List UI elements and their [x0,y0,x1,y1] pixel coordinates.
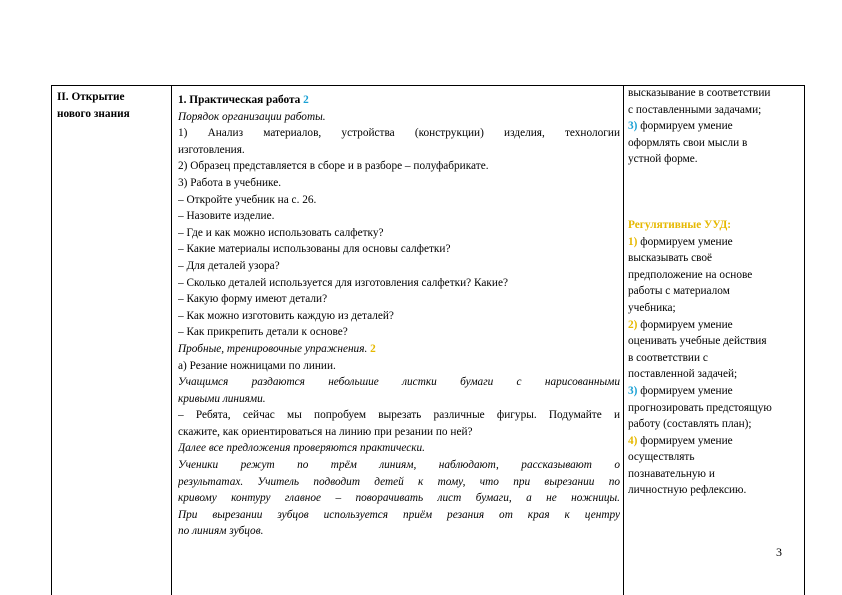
content-line: – Где и как можно использовать салфетку? [178,226,384,239]
content-line: 2) Образец представляется в сборе и в разборе – полуфабрикате. [178,160,489,173]
table-right-border [804,85,805,595]
content-line: изготовления. [178,143,245,156]
stage-cell [57,89,169,123]
stage-line-2: нового знания [57,108,130,120]
item-number: 1) [628,235,638,248]
exercises-title: Пробные, тренировочные упражнения. [178,342,368,355]
italic-line: кривому контуру главное – поворачивать лист бумаги, а не ножницы. [178,492,620,505]
uud-line: оценивать учебные действия [628,335,767,348]
italic-line: кривыми линиями. [178,392,266,405]
italic-line: При вырезании зубцов используется приём резания от края к центру [178,508,620,521]
italic-line: результатах. Учитель подводит детей к тому, что при вырезании по [178,475,620,488]
uud-cell [628,85,796,499]
content-line: 1) Анализ материалов, устройства (конструкции) изделия, технологии [178,127,620,140]
item-text: формируем умение [640,120,733,133]
uud-line: работы с материалом [628,285,730,298]
item-text: формируем умение [640,318,733,331]
italic-line: Далее все предложения проверяются практически. [178,442,425,455]
item-text: формируем умение [640,434,733,447]
italic-line: Учащимся раздаются небольшие листки бумаги с нарисованными [178,376,620,389]
spacer [628,168,796,217]
uud-line: осуществлять [628,451,695,464]
reg-item-3 [628,383,796,400]
title-number: 2 [303,94,309,106]
uud-line: работу (составлять план); [628,418,752,431]
uud-line: поставленной задачей; [628,368,738,381]
content-line: 3) Работа в учебнике. [178,176,282,189]
item-number: 2) [628,318,638,331]
question-line: – Ребята, сейчас мы попробуем вырезать различные фигуры. Подумайте и [178,409,620,422]
exercises-heading [178,341,620,358]
content-line: – Как можно изготовить каждую из деталей? [178,309,394,322]
reg-item-1 [628,234,796,251]
item-number: 4) [628,434,638,447]
italic-line: по линиям зубцов. [178,525,264,538]
italic-line: Ученики режут по трём линиям, наблюдают, рассказывают о [178,459,620,472]
content-line: – Какую форму имеют детали? [178,293,328,306]
content-line: – Как прикрепить детали к основе? [178,326,348,339]
uud-item-3 [628,118,796,135]
title-text: 1. Практическая работа [178,94,301,106]
uud-line: с поставленными задачами; [628,103,762,116]
regulative-uud-title: Регулятивные УУД: [628,218,732,231]
content-cell [178,89,620,540]
column-divider-1 [171,85,172,595]
uud-line: познавательную и [628,467,715,480]
lesson-table [51,85,805,595]
uud-line: учебника; [628,301,676,314]
uud-line: оформлять свои мысли в [628,136,748,149]
content-line: – Назовите изделие. [178,210,275,223]
table-left-border [51,85,52,595]
reg-item-2 [628,317,796,334]
question-line: скажите, как ориентироваться на линию при резании по ней? [178,425,473,438]
content-line: Порядок организации работы. [178,110,326,123]
content-line: – Откройте учебник на с. 26. [178,193,317,206]
item-number: 3) [628,384,638,397]
stage-line-1: II. Открытие [57,91,125,103]
exercises-number: 2 [370,342,376,355]
uud-line: прогнозировать предстоящую [628,401,772,414]
uud-line: предположение на основе [628,268,753,281]
column-divider-2 [623,85,624,595]
item-text: формируем умение [640,235,733,248]
uud-line: личностную рефлексию. [628,484,747,497]
uud-line: устной форме. [628,153,698,166]
content-line: – Для деталей узора? [178,259,280,272]
uud-line: в соответствии с [628,351,708,364]
item-number: 3) [628,120,638,133]
sub-a: а) Резание ножницами по линии. [178,359,336,372]
uud-line: высказывание в соответствии [628,87,771,99]
page-number: 3 [776,545,782,559]
content-line: – Какие материалы использованы для основы салфетки? [178,243,451,256]
uud-line: высказывать своё [628,252,713,265]
item-text: формируем умение [640,384,733,397]
reg-item-4 [628,433,796,450]
content-line: – Сколько деталей используется для изготовления салфетки? Какие? [178,276,508,289]
practical-work-title [178,92,620,109]
